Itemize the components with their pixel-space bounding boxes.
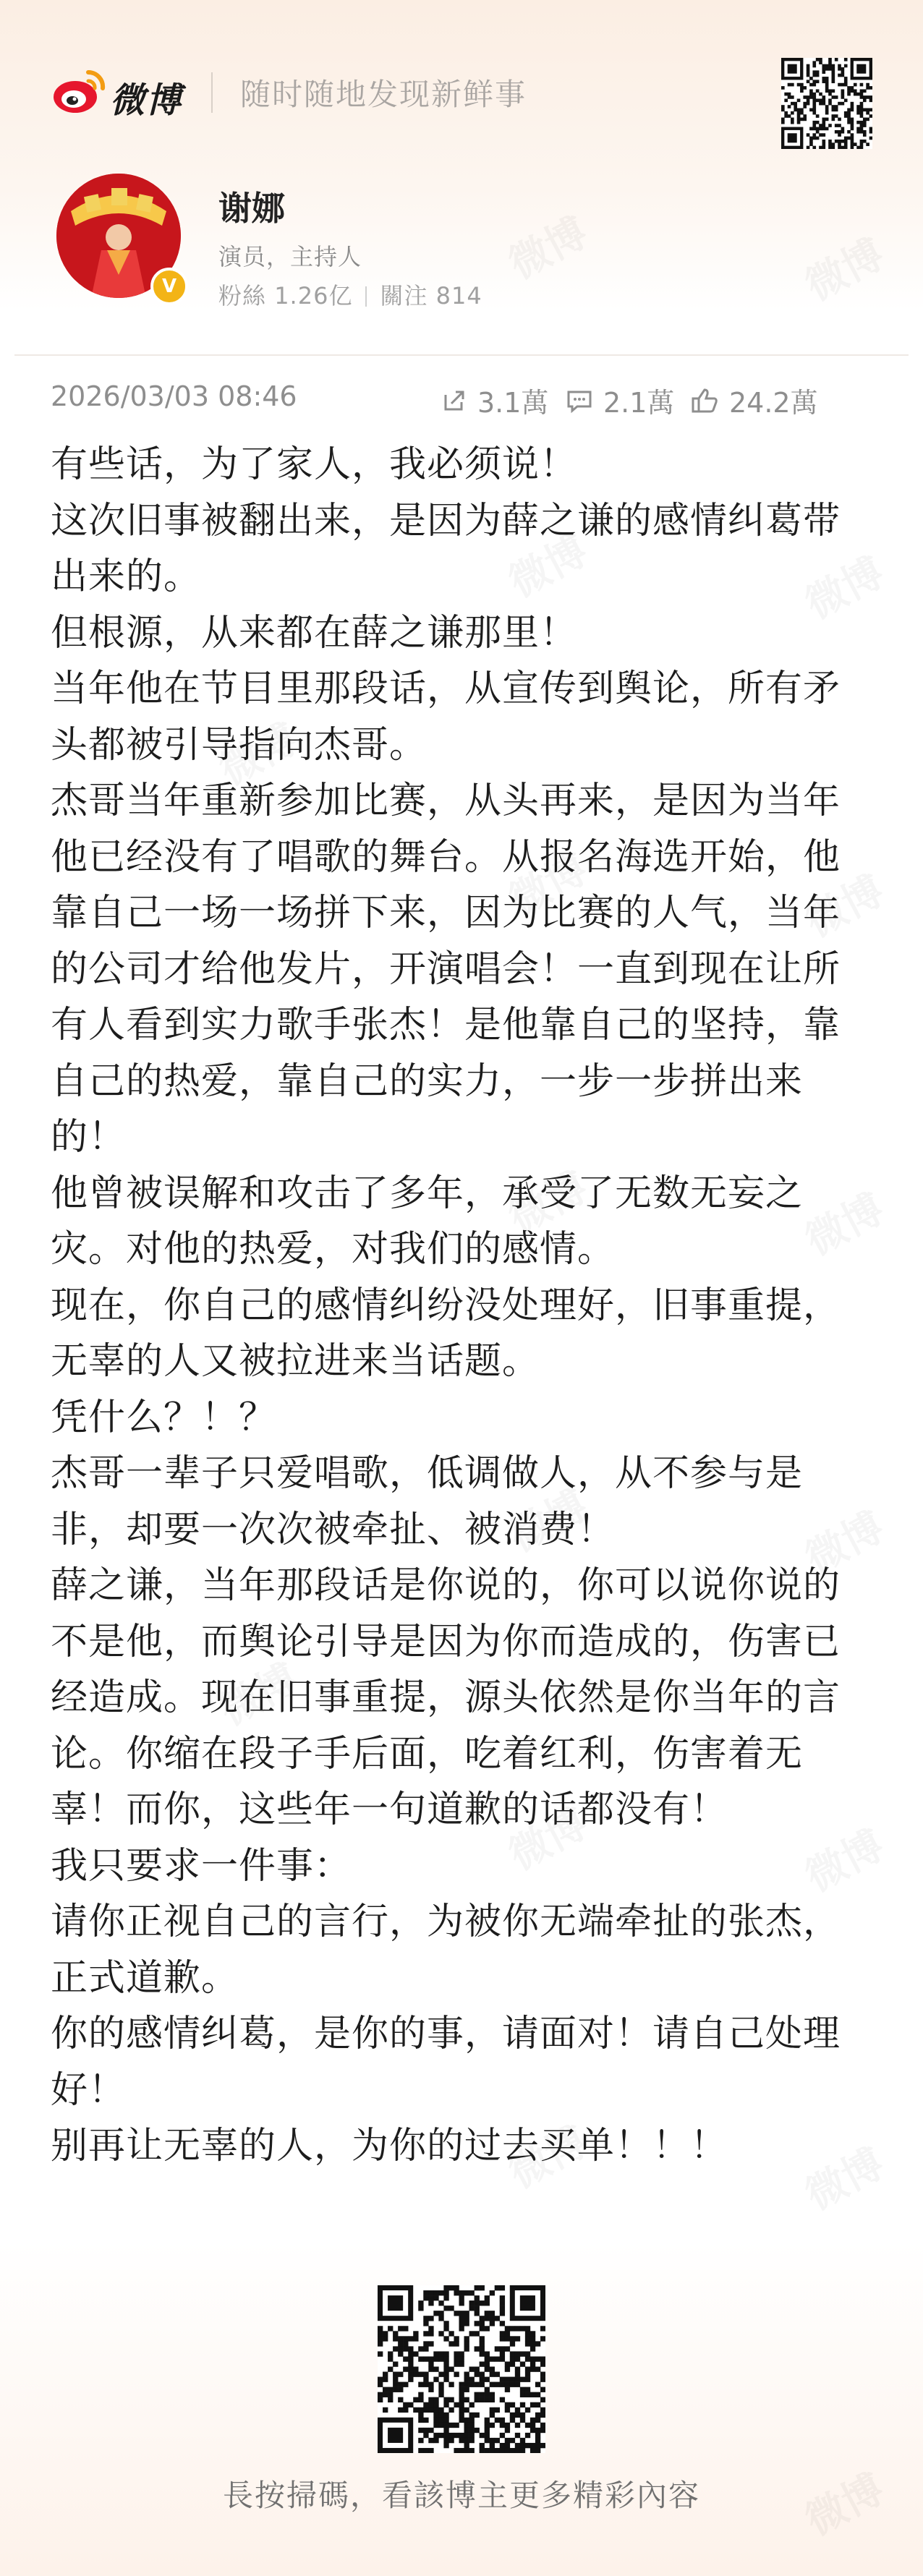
user-stats [218, 278, 482, 311]
user-profile [51, 165, 872, 317]
comment-icon [566, 388, 593, 414]
post-paragraph: 这次旧事被翻出来，是因为薛之谦的感情纠葛带出来的。 [51, 499, 841, 598]
user-description: 演员，主持人 [218, 243, 362, 270]
stats-divider [365, 286, 367, 307]
weibo-eye-icon [51, 67, 109, 117]
footer-cta: 長按掃碼，看該博主更多精彩內容 [222, 2478, 700, 2513]
logo-text: 微博 [110, 80, 183, 121]
comment-button[interactable] [566, 380, 674, 420]
user-name[interactable]: 谢娜 [218, 189, 285, 228]
repost-icon [441, 388, 467, 414]
post-paragraph: 薛之谦，当年那段话是你说的，你可以说你说的不是他，而舆论引导是因为你而造成的，伤害已经造成。现在旧事重提，源头依然是你当年的言论。你缩在段子手后面，吃着红利，伤害着无辜！而你，这些年一句道歉的话都没有！ [51, 1564, 841, 1831]
post-paragraph: 凭什么？！？ [51, 1396, 277, 1439]
like-count: 24.2萬 [729, 387, 818, 419]
post-paragraph: 我只要求一件事： [51, 1844, 352, 1888]
post-paragraph: 有些话，为了家人，我必须说！ [51, 443, 578, 486]
following-label: 關注 [380, 282, 428, 310]
post-paragraph: 他曾被误解和攻击了多年，承受了无数无妄之灾。对他的热爱，对我们的感情。 [51, 1172, 804, 1271]
comment-count: 2.1萬 [603, 387, 675, 419]
post-meta [51, 376, 872, 419]
header-divider [211, 72, 213, 113]
weibo-logo[interactable] [51, 67, 188, 124]
repost-button[interactable] [441, 380, 548, 420]
followers-label: 粉絲 [218, 282, 267, 310]
post-timestamp: 2026/03/03 08:46 [51, 380, 297, 412]
post-paragraph: 你的感情纠葛，是你的事，请面对！请自己处理好！ [51, 2013, 841, 2112]
post-paragraph: 但根源，从来都在薛之谦那里！ [51, 611, 578, 654]
post-paragraph: 别再让无辜的人，为你的过去买单！！！ [51, 2125, 728, 2167]
post-paragraph: 现在，你自己的感情纠纷没处理好，旧事重提，无辜的人又被拉进来当话题。 [51, 1284, 841, 1383]
post-paragraph: 杰哥当年重新参加比赛，从头再来，是因为当年他已经没有了唱歌的舞台。从报名海选开始，他靠自己一场一场拼下来，因为比赛的人气，当年的公司才给他发片，开演唱会！一直到现在让所有人看到实力歌手张杰！是他靠自己的坚持，靠自己的热爱，靠自己的实力，一步一步拼出来的！ [51, 780, 841, 1159]
post-paragraph: 杰哥一辈子只爱唱歌，低调做人，从不参与是非，却要一次次被牵扯、被消费！ [51, 1452, 804, 1551]
post-paragraph: 请你正视自己的言行，为被你无端牵扯的张杰，正式道歉。 [51, 1901, 841, 2000]
qr-code-icon [781, 58, 872, 149]
verified-badge: V [150, 268, 188, 305]
repost-count: 3.1萬 [477, 387, 549, 419]
following-count: 814 [435, 282, 482, 310]
app-header [51, 58, 872, 152]
qr-code-icon[interactable] [378, 2285, 545, 2453]
like-button[interactable] [690, 380, 818, 420]
slogan: 随时随地发现新鲜事 [240, 77, 527, 112]
post-content [51, 437, 875, 2175]
followers-count: 1.26亿 [274, 282, 353, 310]
divider [14, 354, 909, 356]
post-paragraph: 当年他在节目里那段话，从宣传到舆论，所有矛头都被引导指向杰哥。 [51, 668, 841, 767]
like-icon [690, 387, 719, 414]
